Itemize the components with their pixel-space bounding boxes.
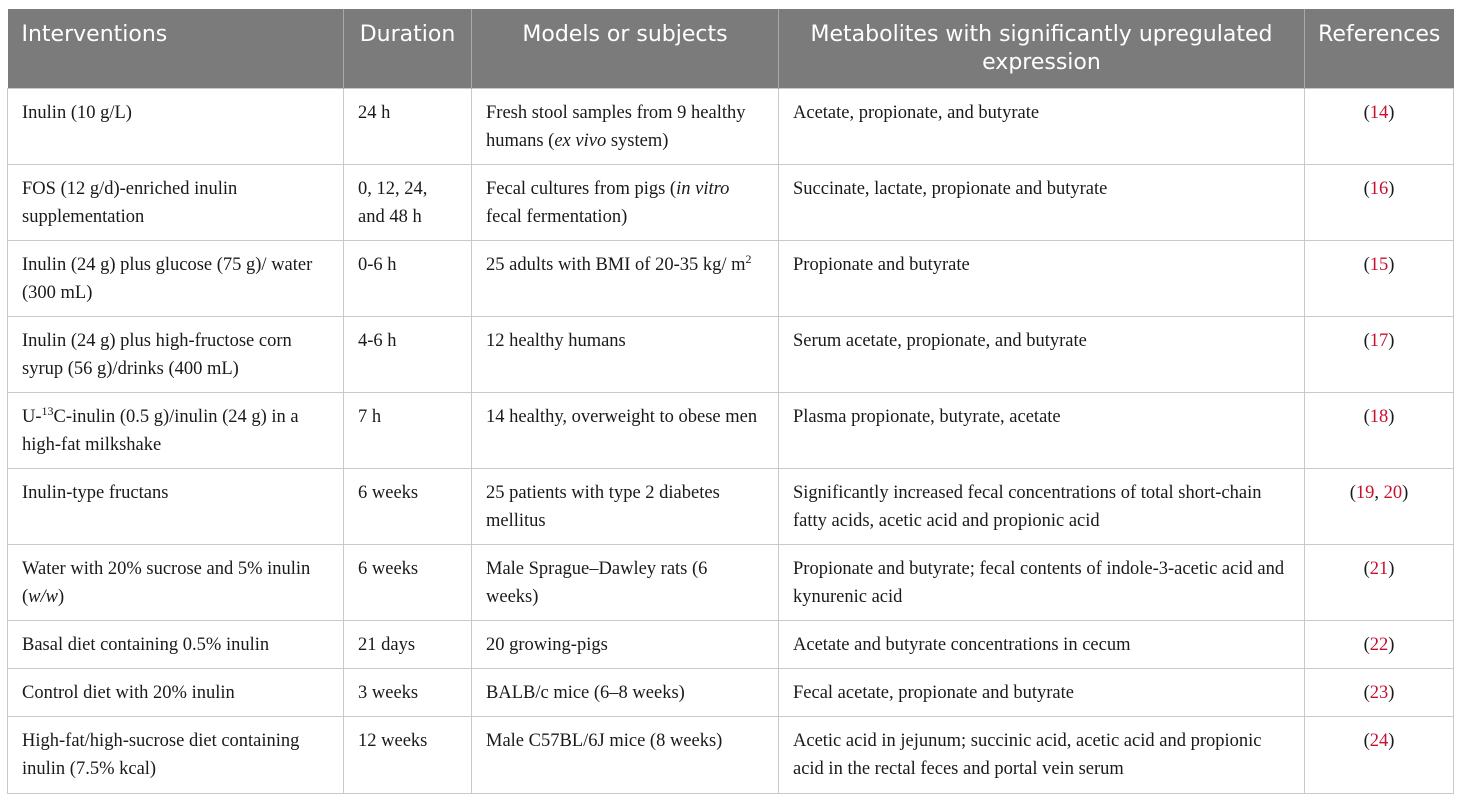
cell-duration: 0-6 h bbox=[344, 240, 472, 316]
cell-models: Fecal cultures from pigs (in vitro fecal fermentation) bbox=[472, 164, 779, 240]
table-row bbox=[8, 316, 1454, 392]
cell-reference: (18) bbox=[1305, 392, 1454, 468]
cell-metabolites: Acetate, propionate, and butyrate bbox=[779, 88, 1305, 164]
cell-intervention: Water with 20% sucrose and 5% inulin (w/w) bbox=[8, 544, 344, 620]
table-row bbox=[8, 240, 1454, 316]
reference-link[interactable]: 14 bbox=[1369, 102, 1389, 123]
cell-intervention: Inulin-type fructans bbox=[8, 468, 344, 544]
cell-duration: 3 weeks bbox=[344, 668, 472, 716]
reference-link[interactable]: 21 bbox=[1369, 558, 1389, 579]
table-row bbox=[8, 392, 1454, 468]
reference-link[interactable]: 20 bbox=[1383, 482, 1403, 503]
cell-metabolites: Fecal acetate, propionate and butyrate bbox=[779, 668, 1305, 716]
cell-intervention: Inulin (24 g) plus high-fructose corn syrup (56 g)/drinks (400 mL) bbox=[8, 316, 344, 392]
reference-link[interactable]: 24 bbox=[1369, 730, 1389, 751]
cell-models: Male Sprague–Dawley rats (6 weeks) bbox=[472, 544, 779, 620]
reference-link[interactable]: 19 bbox=[1355, 482, 1375, 503]
cell-intervention: Control diet with 20% inulin bbox=[8, 668, 344, 716]
cell-duration: 21 days bbox=[344, 620, 472, 668]
intervention-table bbox=[7, 9, 1454, 794]
reference-link[interactable]: 15 bbox=[1369, 254, 1389, 275]
cell-reference: (15) bbox=[1305, 240, 1454, 316]
cell-reference: (14) bbox=[1305, 88, 1454, 164]
reference-link[interactable]: 16 bbox=[1369, 178, 1389, 199]
reference-link[interactable]: 23 bbox=[1369, 682, 1389, 703]
reference-link[interactable]: 18 bbox=[1369, 406, 1389, 427]
cell-duration: 4-6 h bbox=[344, 316, 472, 392]
header-interventions: Interventions bbox=[8, 9, 344, 88]
header-models: Models or subjects bbox=[472, 9, 779, 88]
reference-link[interactable]: 22 bbox=[1369, 634, 1389, 655]
cell-models: Fresh stool samples from 9 healthy humans (ex vivo system) bbox=[472, 88, 779, 164]
cell-metabolites: Acetic acid in jejunum; succinic acid, acetic acid and propionic acid in the rectal feces and portal vein serum bbox=[779, 716, 1305, 793]
table-row bbox=[8, 716, 1454, 793]
cell-metabolites: Plasma propionate, butyrate, acetate bbox=[779, 392, 1305, 468]
cell-reference: (22) bbox=[1305, 620, 1454, 668]
cell-models: 12 healthy humans bbox=[472, 316, 779, 392]
cell-models: Male C57BL/6J mice (8 weeks) bbox=[472, 716, 779, 793]
cell-reference: (19, 20) bbox=[1305, 468, 1454, 544]
cell-duration: 24 h bbox=[344, 88, 472, 164]
cell-duration: 0, 12, 24, and 48 h bbox=[344, 164, 472, 240]
table-row bbox=[8, 620, 1454, 668]
table-header-row bbox=[8, 9, 1454, 88]
cell-models: 25 patients with type 2 diabetes mellitus bbox=[472, 468, 779, 544]
header-references: References bbox=[1305, 9, 1454, 88]
cell-intervention: High-fat/high-sucrose diet containing inulin (7.5% kcal) bbox=[8, 716, 344, 793]
cell-reference: (21) bbox=[1305, 544, 1454, 620]
cell-duration: 12 weeks bbox=[344, 716, 472, 793]
header-metabolites: Metabolites with significantly upregulated expression bbox=[779, 9, 1305, 88]
cell-intervention: Inulin (10 g/L) bbox=[8, 88, 344, 164]
reference-link[interactable]: 17 bbox=[1369, 330, 1389, 351]
cell-metabolites: Succinate, lactate, propionate and butyrate bbox=[779, 164, 1305, 240]
cell-metabolites: Acetate and butyrate concentrations in cecum bbox=[779, 620, 1305, 668]
header-duration: Duration bbox=[344, 9, 472, 88]
table-row bbox=[8, 88, 1454, 164]
cell-metabolites: Propionate and butyrate bbox=[779, 240, 1305, 316]
cell-reference: (17) bbox=[1305, 316, 1454, 392]
cell-duration: 6 weeks bbox=[344, 468, 472, 544]
cell-metabolites: Serum acetate, propionate, and butyrate bbox=[779, 316, 1305, 392]
cell-reference: (24) bbox=[1305, 716, 1454, 793]
cell-reference: (23) bbox=[1305, 668, 1454, 716]
cell-intervention: U-$^{13}$C-inulin (0.5 g)/inulin (24 g) in a high-fat milkshake bbox=[8, 392, 344, 468]
cell-duration: 6 weeks bbox=[344, 544, 472, 620]
cell-models: 20 growing-pigs bbox=[472, 620, 779, 668]
cell-duration: 7 h bbox=[344, 392, 472, 468]
cell-intervention: Inulin (24 g) plus glucose (75 g)/ water (300 mL) bbox=[8, 240, 344, 316]
intervention-table-container bbox=[7, 9, 1453, 794]
table-row bbox=[8, 468, 1454, 544]
cell-metabolites: Significantly increased fecal concentrations of total short-chain fatty acids, acetic acid and propionic acid bbox=[779, 468, 1305, 544]
table-row bbox=[8, 668, 1454, 716]
table-row bbox=[8, 164, 1454, 240]
cell-metabolites: Propionate and butyrate; fecal contents of indole-3-acetic acid and kynurenic acid bbox=[779, 544, 1305, 620]
table-row bbox=[8, 544, 1454, 620]
cell-intervention: FOS (12 g/d)-enriched inulin supplementation bbox=[8, 164, 344, 240]
cell-models: BALB/c mice (6–8 weeks) bbox=[472, 668, 779, 716]
cell-reference: (16) bbox=[1305, 164, 1454, 240]
cell-models: 14 healthy, overweight to obese men bbox=[472, 392, 779, 468]
cell-models: 25 adults with BMI of 20-35 kg/ $m^2$ bbox=[472, 240, 779, 316]
cell-intervention: Basal diet containing 0.5% inulin bbox=[8, 620, 344, 668]
